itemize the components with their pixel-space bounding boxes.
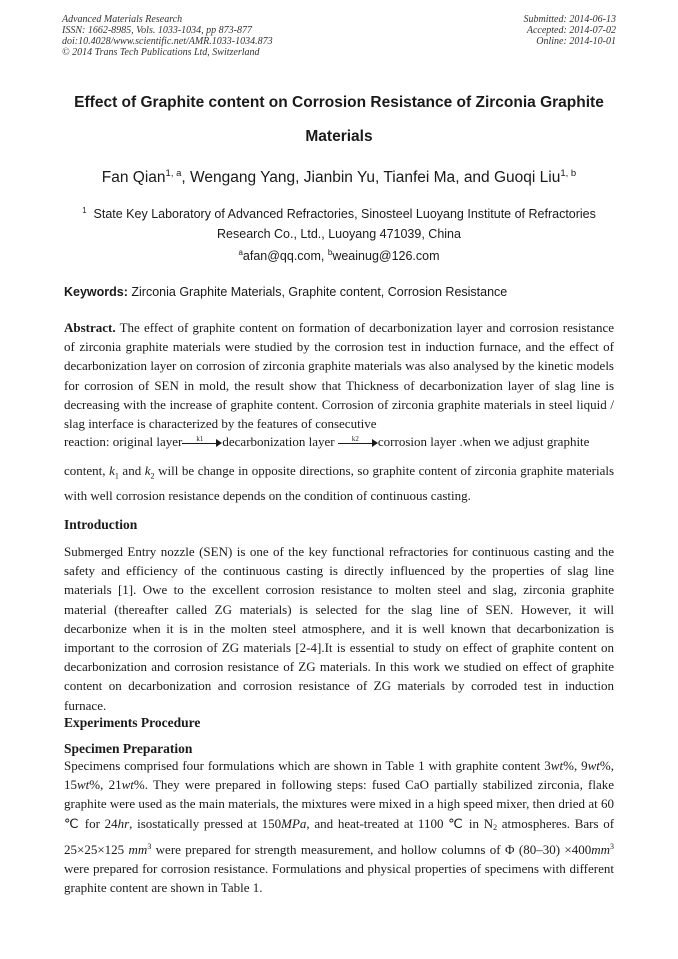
specimen-preparation-heading: Specimen Preparation bbox=[64, 741, 193, 756]
keywords-text: Zirconia Graphite Materials, Graphite content, Corrosion Resistance bbox=[131, 285, 508, 299]
value-21: 21 bbox=[108, 777, 122, 793]
dates-header bbox=[524, 14, 617, 47]
k1-symbol: k bbox=[109, 463, 115, 478]
reaction-arrow-k1 bbox=[182, 435, 222, 448]
unit-percent: % bbox=[563, 758, 574, 773]
reaction-prefix: reaction: original layer bbox=[64, 434, 183, 449]
spec-text: in N bbox=[464, 815, 494, 831]
rate-constant-k2-label: k2 bbox=[351, 435, 359, 444]
and-text: and bbox=[122, 463, 142, 478]
issn-line: ISSN: 1662-8985, Vols. 1033-1034, pp 873-877 bbox=[62, 25, 252, 36]
subscript-2: 2 bbox=[493, 822, 498, 832]
abstract-text: The effect of graphite content on formation of decarbonization layer and corrosion resistance of zirconia graphite materials were studied by the corrosion test in induction furnace, and the effect of decarbonization layer on corrosion of zirconia graphite materials was also analysed by the kinetic models for corrosion of SEN in mold, the result show that Thickness of decarbonization layer of slag line is decreasing with the increase of graphite content. Corrosion of zirconia graphite materials in steel liquid / slag interface is characterized by the features of consecutive bbox=[64, 320, 615, 432]
k2-symbol: k bbox=[144, 463, 151, 478]
spec-text: were prepared for corrosion resistance. Formulations and physical properties of specimens with different graphite content are shown in Table 1. bbox=[64, 861, 614, 896]
author-emails: $^a$afan@qq.com, $^b$weainug@126.com bbox=[238, 248, 440, 263]
email-mark-b: b bbox=[327, 248, 333, 257]
spec-text: . They were prepared in following steps: fused CaO partially stabilized zirconia, flake graphite were used as the main materials, the mixtures were mixed in a high speed mixer, then dried at 60 bbox=[64, 777, 614, 812]
unit-percent: % bbox=[89, 777, 101, 793]
separator: , bbox=[610, 758, 615, 773]
separator: , bbox=[100, 777, 109, 793]
value-15: 15 bbox=[64, 777, 77, 793]
abstract-label: Abstract. bbox=[64, 320, 116, 335]
author-name: Jianbin Yu bbox=[303, 169, 376, 186]
separator: , bbox=[573, 758, 582, 773]
author-name: Wengang Yang bbox=[190, 169, 296, 186]
accepted-date: Accepted: 2014-07-02 bbox=[526, 25, 616, 36]
journal-header bbox=[62, 14, 273, 58]
spec-text: atmospheres. Bars of 25×25×125 bbox=[64, 815, 615, 857]
affiliation-mark: 1 bbox=[82, 206, 87, 215]
keywords-label: Keywords: bbox=[64, 285, 128, 299]
journal-name: Advanced Materials Research bbox=[62, 14, 183, 25]
spec-text: Specimens comprised four formulations which are shown in Table 1 with graphite content 3 bbox=[64, 758, 551, 773]
reaction-mid: decarbonization layer bbox=[222, 434, 335, 449]
rate-constant-k1-label: k1 bbox=[196, 435, 204, 444]
author-and: and bbox=[463, 169, 490, 186]
abstract-tail-rest: will be change in opposite directions, so graphite content of zirconia graphite materials with well corrosion resistance depends on the condition of continuous casting. bbox=[64, 463, 615, 503]
spec-text: were prepared for strength measurement, and hollow columns of Φ (80–30) ×400 bbox=[151, 841, 592, 857]
email-mark-a: a bbox=[238, 248, 243, 257]
paper-title: Effect of Graphite content on Corrosion Resistance of Zirconia Graphite Materials bbox=[74, 94, 604, 145]
affiliation-text: State Key Laboratory of Advanced Refractories, Sinosteel Luoyang Institute of Refractories Research Co., Ltd., Luoyang 471039, China bbox=[93, 207, 596, 241]
unit-wt: wt bbox=[77, 777, 90, 793]
author-name: Tianfei Ma bbox=[383, 169, 456, 186]
author-list: Fan Qian$^{1, a}$, Wengang Yang, Jianbin Yu, Tianfei Ma, and Guoqi Liu$^{1, b}$ bbox=[101, 168, 577, 186]
unit-wt: wt bbox=[121, 777, 134, 793]
superscript-3: 3 bbox=[610, 841, 614, 851]
affiliation bbox=[62, 201, 616, 244]
spec-text: for 24 bbox=[80, 815, 118, 831]
author-affiliation-mark: 1, a bbox=[165, 168, 182, 179]
keywords bbox=[64, 283, 616, 301]
author-name: Guoqi Liu bbox=[494, 169, 561, 186]
unit-wt: wt bbox=[587, 758, 600, 773]
abstract-tail-text: content, bbox=[64, 463, 106, 478]
introduction-text: Submerged Entry nozzle (SEN) is one of the key functional refractories for continuous casting and the safety and efficiency of the continuous casting is directly influenced by the properties of slag line materials [1]. Owe to the excellent corrosion resistance to molten steel and slag, zirconia graphite material (thereafter called ZG materials) is selected for the slag line of SEN. However, it will decarbonize when it is in the molten steel atmosphere, and it is well known that decarbonization is important to the corrosion of ZG materials [2-4].It is essential to study on effect of graphite content on decarbonization and corrosion resistance of ZG materials. In this work we studied on effect of graphite content on decarbonization and corrosion resistance of ZG materials by corroded test in induction furnace. bbox=[64, 544, 614, 713]
unit-hr: hr bbox=[117, 815, 130, 831]
online-date: Online: 2014-10-01 bbox=[536, 36, 616, 47]
experiments-heading: Experiments Procedure bbox=[64, 715, 201, 730]
email-b: weainug@126.com bbox=[332, 249, 440, 263]
specimen-preparation-text bbox=[64, 756, 614, 897]
unit-percent: % bbox=[599, 758, 611, 773]
abstract-conclusion bbox=[64, 461, 614, 505]
email-a: afan@qq.com bbox=[242, 249, 321, 263]
introduction-heading: Introduction bbox=[64, 517, 138, 532]
value-9: 9 bbox=[581, 758, 588, 773]
reaction-line bbox=[64, 432, 614, 451]
unit-celsius: ℃ bbox=[448, 815, 465, 831]
k1-subscript: 1 bbox=[114, 471, 119, 481]
abstract bbox=[64, 318, 614, 433]
superscript-3: 3 bbox=[147, 841, 152, 851]
unit-mm: mm bbox=[591, 841, 610, 857]
unit-wt: wt bbox=[550, 758, 564, 773]
submitted-date: Submitted: 2014-06-13 bbox=[523, 14, 616, 25]
unit-percent: % bbox=[133, 777, 145, 793]
copyright-line: © 2014 Trans Tech Publications Ltd, Switzerland bbox=[62, 47, 260, 58]
reaction-suffix: corrosion layer .when we adjust graphite bbox=[377, 434, 590, 449]
author-name: Fan Qian bbox=[101, 169, 166, 186]
unit-mm: mm bbox=[128, 841, 148, 857]
reaction-arrow-k2 bbox=[338, 435, 378, 448]
author-affiliation-mark: 1, b bbox=[560, 168, 577, 179]
spec-text: , and heat-treated at 1100 bbox=[306, 815, 444, 831]
k2-subscript: 2 bbox=[150, 471, 155, 481]
spec-text: , isostatically pressed at 150 bbox=[129, 815, 282, 831]
unit-celsius: ℃ bbox=[64, 815, 81, 831]
unit-mpa: MPa bbox=[281, 815, 307, 831]
doi-line: doi:10.4028/www.scientific.net/AMR.1033-1034.873 bbox=[62, 36, 273, 47]
